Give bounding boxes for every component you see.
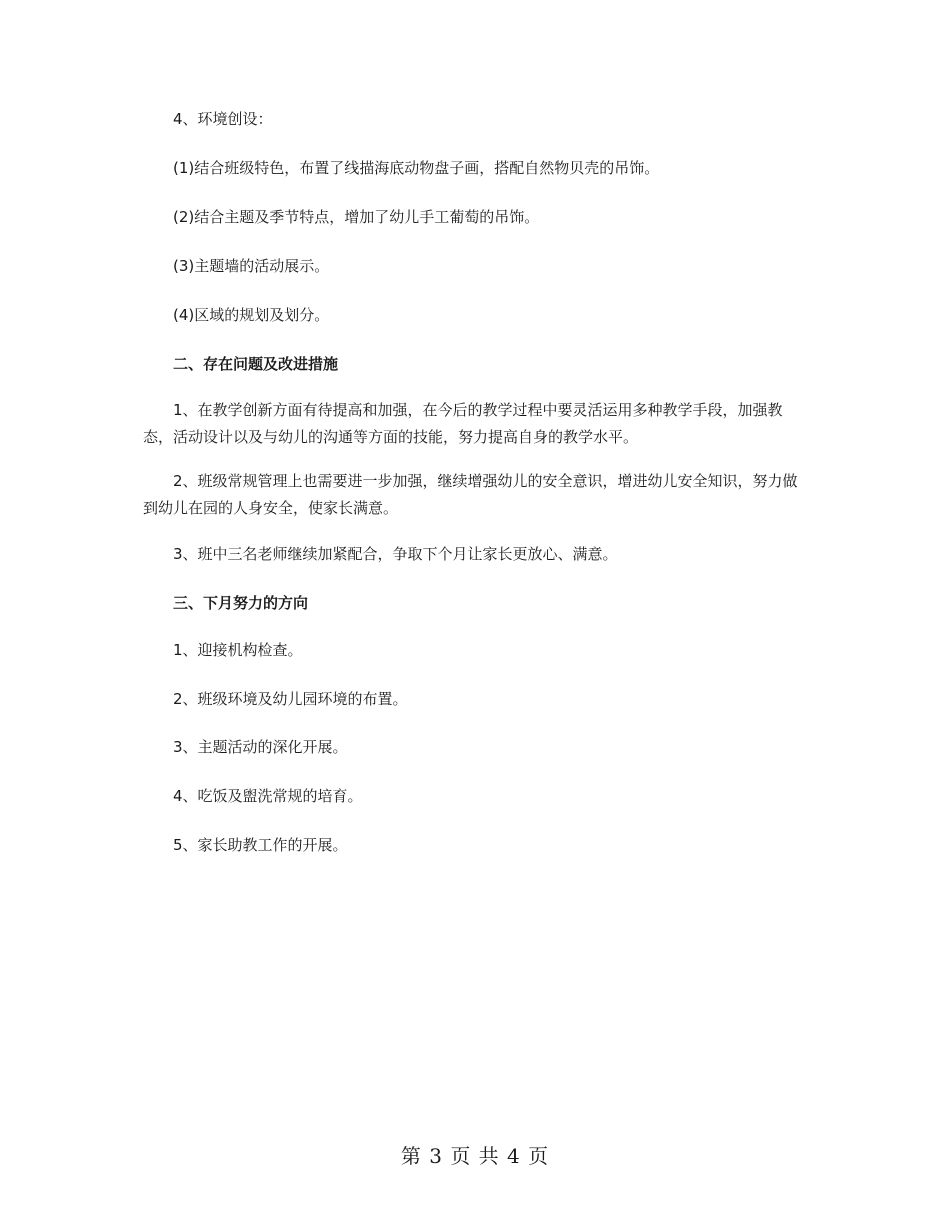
section-heading-next-month: 三、下月努力的方向 [173, 594, 309, 612]
problem-paragraph-1: 1、在教学创新方面有待提高和加强，在今后的教学过程中要灵活运用多种教学手段，加强教态，活动设计以及与幼儿的沟通等方面的技能，努力提高自身的教学水平。 [143, 401, 783, 446]
section-heading-problems: 二、存在问题及改进措施 [173, 355, 339, 373]
next-month-item-3: 3、主题活动的深化开展。 [173, 738, 348, 756]
next-month-item-4: 4、吃饭及盥洗常规的培育。 [173, 787, 363, 805]
next-month-item-1: 1、迎接机构检查。 [173, 641, 303, 659]
page-number-footer: 第 3 页 共 4 页 [400, 1144, 550, 1168]
next-month-item-2: 2、班级环境及幼儿园环境的布置。 [173, 690, 408, 708]
problem-paragraph-2: 2、班级常规管理上也需要进一步加强，继续增强幼儿的安全意识，增进幼儿安全知识，努力做到幼儿在园的人身安全，使家长满意。 [143, 472, 798, 517]
env-sub-item-3: (3)主题墙的活动展示。 [173, 257, 330, 275]
env-item-title: 4、环境创设： [173, 110, 273, 128]
env-sub-item-2: (2)结合主题及季节特点，增加了幼儿手工葡萄的吊饰。 [173, 208, 540, 226]
next-month-item-5: 5、家长助教工作的开展。 [173, 836, 348, 854]
problem-paragraph-3: 3、班中三名老师继续加紧配合，争取下个月让家长更放心、满意。 [173, 545, 618, 563]
env-sub-item-1: (1)结合班级特色，布置了线描海底动物盘子画，搭配自然物贝壳的吊饰。 [173, 159, 660, 177]
env-sub-item-4: (4)区域的规划及划分。 [173, 306, 330, 324]
